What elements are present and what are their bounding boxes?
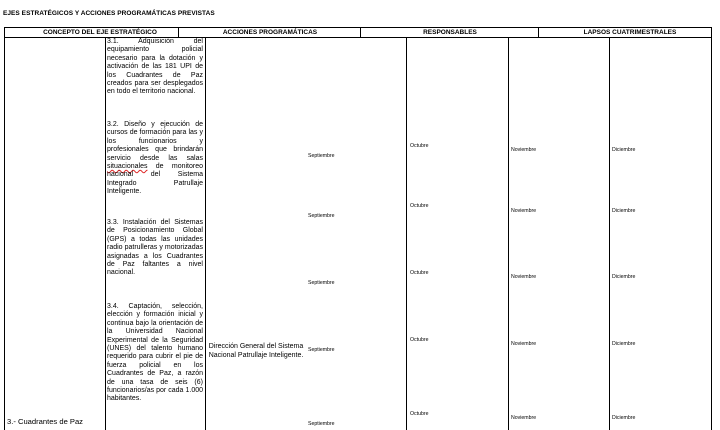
header-lapsos: LAPSOS CUATRIMESTRALES <box>583 29 677 36</box>
action-3-2-post: de monitoreo nacional del Sistema Integrado Patrullaje Inteligente. <box>107 163 203 196</box>
action-3-2-pre: 3.2. Diseño y ejecución de cursos de formación para las y los funcionarios y profesionales que brindarán servicio desde las salas <box>107 121 203 162</box>
month-octubre: Octubre <box>410 143 429 149</box>
month-septiembre: Septiembre <box>308 213 335 219</box>
month-octubre: Octubre <box>410 270 429 276</box>
page-title: EJES ESTRATÉGICOS Y ACCIONES PROGRAMÁTICAS PREVISTAS <box>3 10 215 17</box>
header-acciones: ACCIONES PROGRAMÁTICAS <box>222 29 318 36</box>
concept-text: 3.- Cuadrantes de Paz <box>7 417 83 426</box>
action-3-1: 3.1. Adquisición del equipamiento policial necesario para la dotación y activación de las 181 UPI de los Cuadrantes de Paz creados para ser desplegados en todo el territorio nacional. <box>107 38 203 96</box>
month-septiembre: Septiembre <box>308 421 335 427</box>
column-divider-header-2 <box>360 27 361 37</box>
month-septiembre: Septiembre <box>308 280 335 286</box>
header-responsables: RESPONSABLES <box>423 29 477 36</box>
month-diciembre: Diciembre <box>612 208 636 214</box>
action-3-4: 3.4. Captación, selección, elección y formación inicial y continua bajo la orientación de la Universidad Nacional Experimental de la Seguridad (UNES) del talento humano requerido para cubrir el pie de fuerza policial en los Cuadrantes de Paz, a razón de una tasa de seis (6) funcionarios/as por cada 1.000 habitantes. <box>107 303 203 403</box>
month-noviembre: Noviembre <box>511 147 537 153</box>
action-3-3: 3.3. Instalación del Sistemas de Posicionamiento Global (GPS) a todas las unidades radio patrulleras y motorizadas asignadas a los Cuadrantes de Paz faltantes a nivel nacional. <box>107 219 203 277</box>
column-divider-header-3 <box>538 27 539 37</box>
month-septiembre: Septiembre <box>308 153 335 159</box>
month-diciembre: Diciembre <box>612 147 636 153</box>
month-noviembre: Noviembre <box>511 415 537 421</box>
column-divider-month-2 <box>508 37 509 430</box>
month-septiembre: Septiembre <box>308 347 335 353</box>
column-divider-header-1 <box>178 27 179 37</box>
responsible-entity: Dirección General del Sistema Nacional Patrullaje Inteligente. <box>208 343 304 359</box>
column-divider-acciones <box>205 37 206 430</box>
action-3-2 <box>107 121 203 197</box>
month-noviembre: Noviembre <box>511 341 537 347</box>
table-top-border <box>4 27 712 28</box>
column-divider-month-3 <box>609 37 610 430</box>
header-concepto: CONCEPTO DEL EJE ESTRATÉGICO <box>43 29 157 36</box>
month-diciembre: Diciembre <box>612 415 636 421</box>
month-octubre: Octubre <box>410 203 429 209</box>
action-3-2-keyword: situacionales <box>107 163 148 171</box>
table-left-border <box>4 27 5 430</box>
month-noviembre: Noviembre <box>511 208 537 214</box>
month-diciembre: Diciembre <box>612 274 636 280</box>
month-octubre: Octubre <box>410 337 429 343</box>
month-diciembre: Diciembre <box>612 341 636 347</box>
column-divider-concepto <box>105 37 106 430</box>
month-noviembre: Noviembre <box>511 274 537 280</box>
column-divider-month-1 <box>406 37 407 430</box>
table-right-border <box>711 27 712 430</box>
month-octubre: Octubre <box>410 411 429 417</box>
